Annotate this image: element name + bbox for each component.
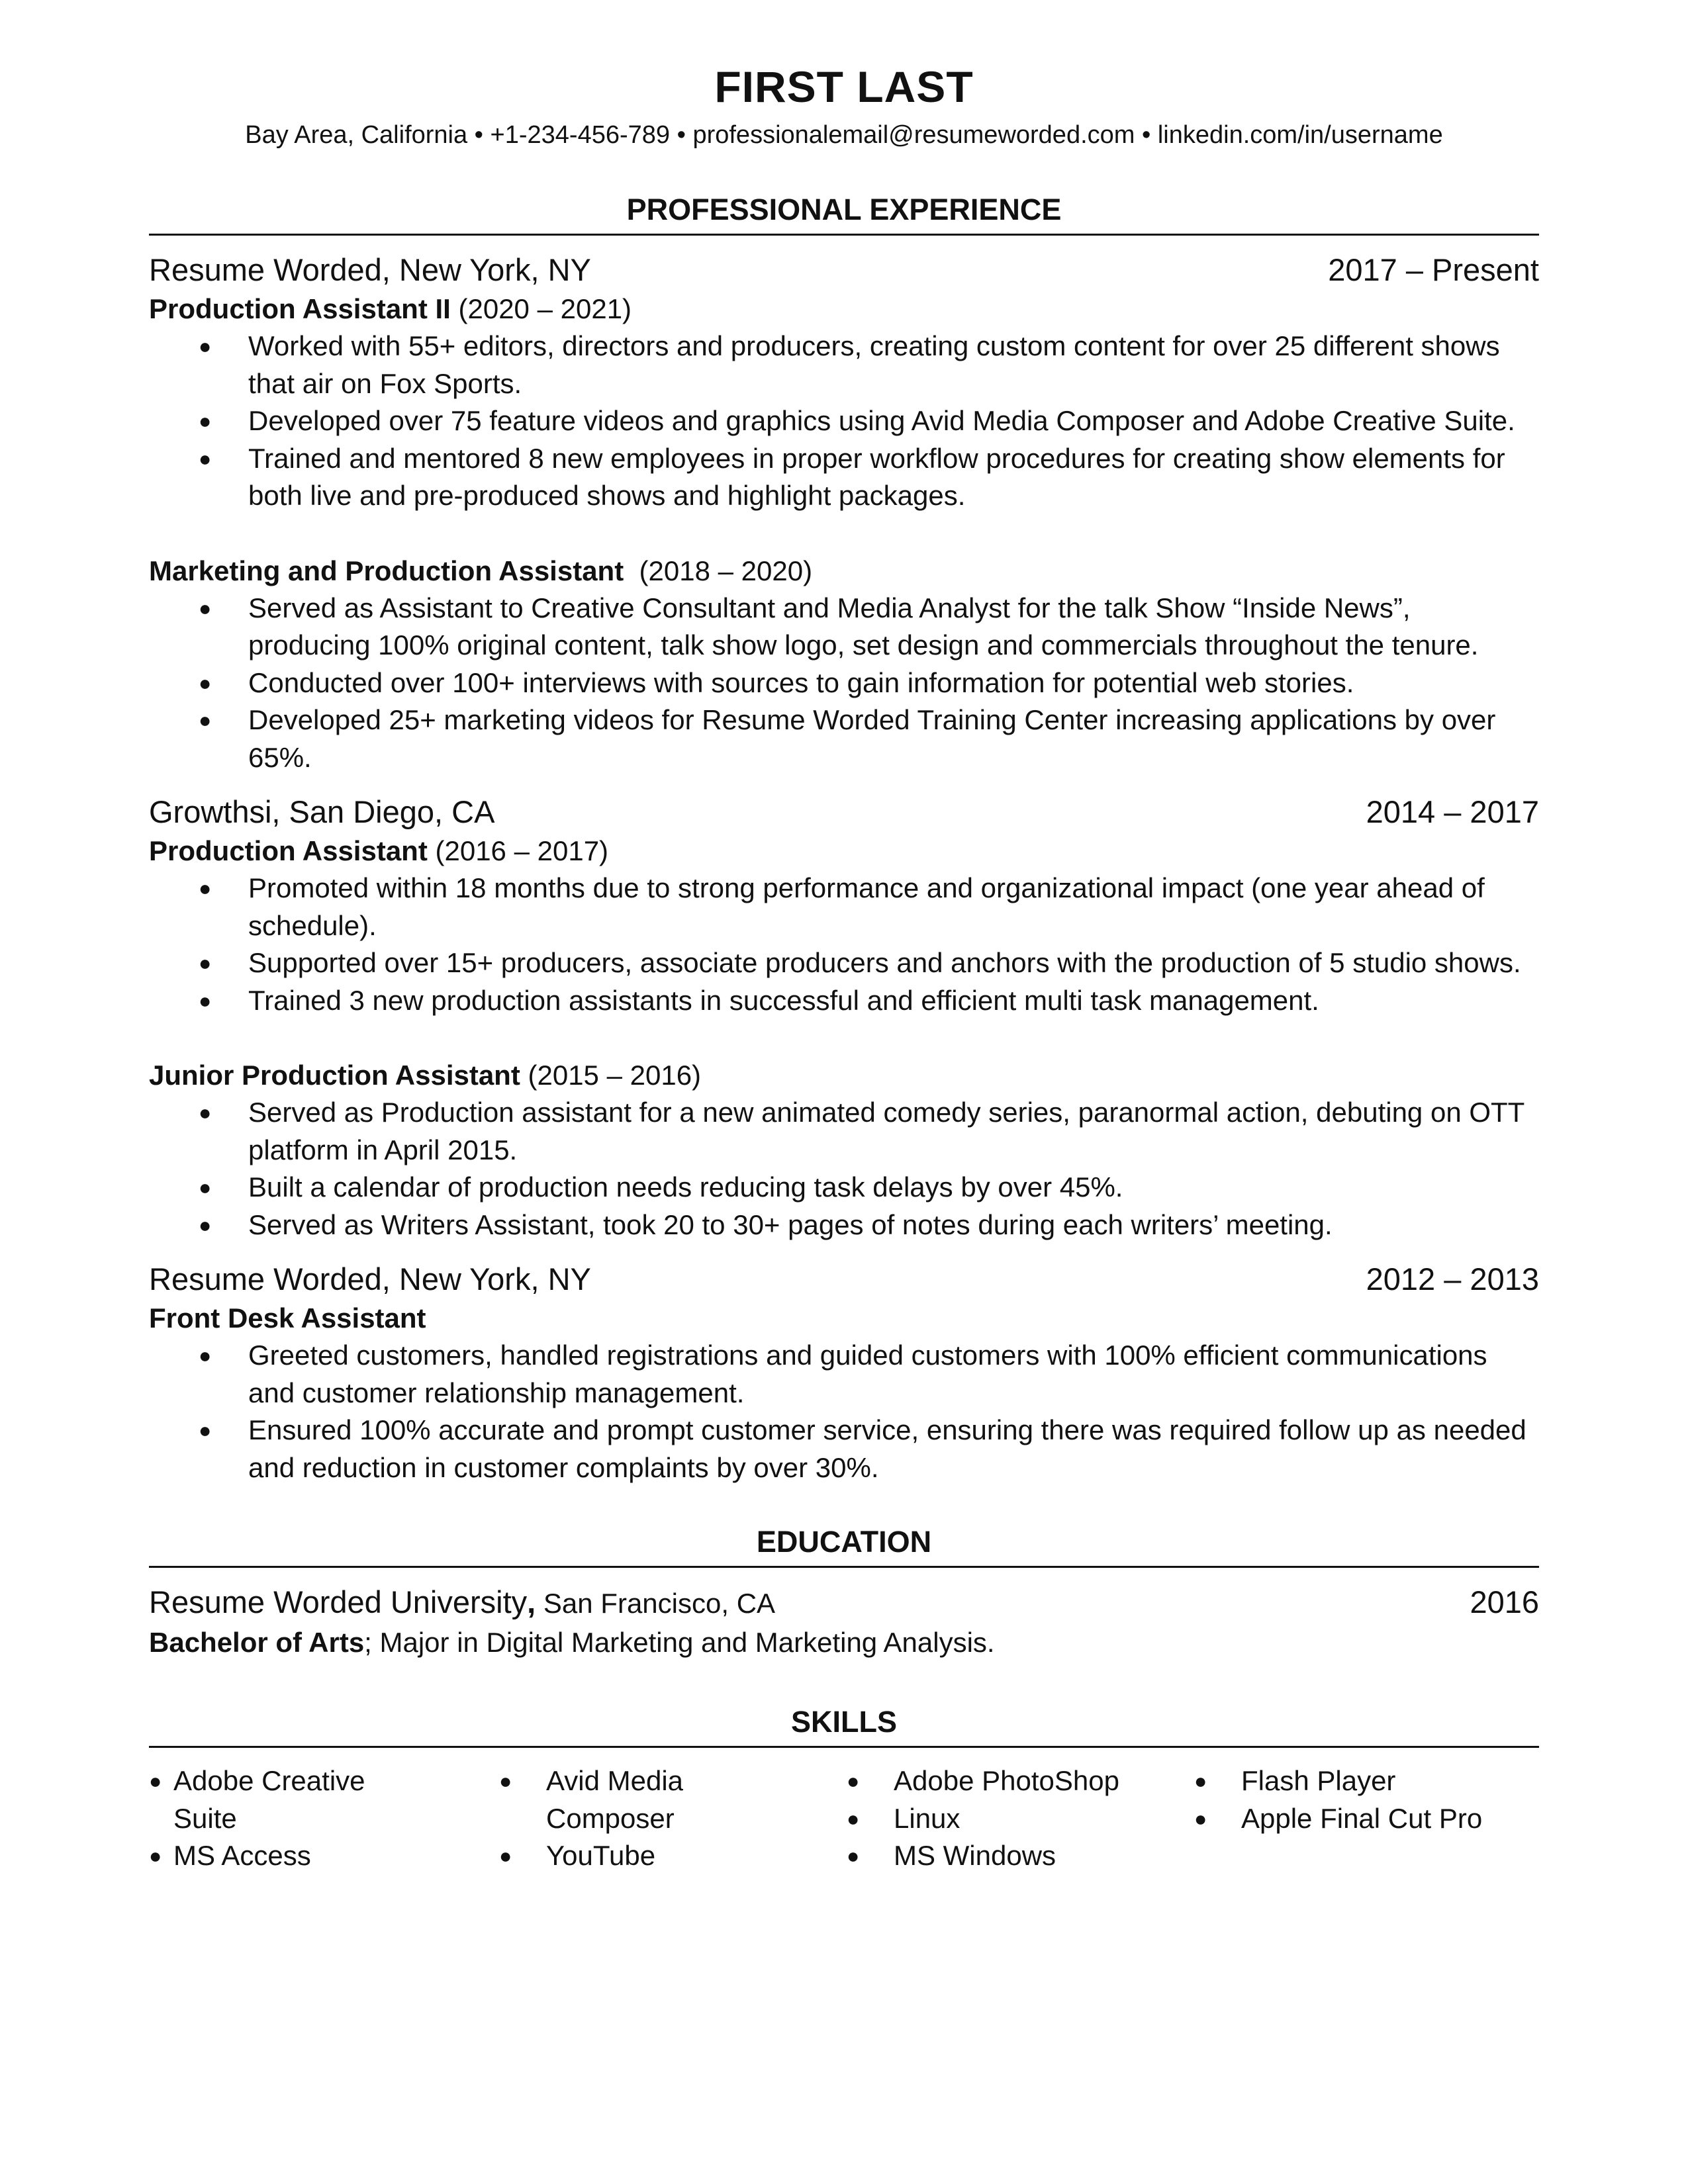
role-period: (2018 – 2020) (624, 555, 813, 586)
skill-item: ● Linux (844, 1800, 1192, 1838)
school-line (149, 1582, 775, 1623)
role-line (149, 552, 1539, 590)
bullet-item: ● Served as Assistant to Creative Consultant and Media Analyst for the talk Show “Inside News”, producing 100% original content, talk show logo, set design and commercials throughout the tenure. (149, 590, 1539, 664)
bullet-item: ● Developed 25+ marketing videos for Resume Worded Training Center increasing applications by over 65%. (149, 702, 1539, 776)
skills-column (496, 1762, 844, 1875)
bullet-item: ● Built a calendar of production needs reducing task delays by over 45%. (149, 1169, 1539, 1206)
bullet-item: ● Served as Writers Assistant, took 20 to 30+ pages of notes during each writers’ meeting. (149, 1206, 1539, 1244)
graduation-year: 2016 (1470, 1584, 1539, 1619)
skills-column (149, 1762, 496, 1875)
candidate-name: FIRST LAST (714, 62, 974, 111)
bullet-item: ● Promoted within 18 months due to strong performance and organizational impact (one year ahead of schedule). (149, 870, 1539, 944)
skill-item: ● YouTube (496, 1837, 844, 1875)
bullet-item: ● Trained 3 new production assistants in successful and efficient multi task management. (149, 982, 1539, 1020)
skills-column (844, 1762, 1192, 1875)
job-header (149, 792, 1539, 832)
bullet-list (149, 1337, 1539, 1486)
school-separator: , (527, 1584, 536, 1619)
degree-major: ; Major in Digital Marketing and Marketing Analysis. (364, 1627, 995, 1658)
job-entry (149, 792, 1539, 1244)
skills-column (1192, 1762, 1539, 1875)
company-name: Growthsi, San Diego, CA (149, 794, 495, 829)
role-line (149, 290, 1539, 328)
skill-item: ● MS Windows (844, 1837, 1192, 1875)
school-name: Resume Worded University (149, 1584, 528, 1619)
bullet-list (149, 590, 1539, 777)
company-name: Resume Worded, New York, NY (149, 1261, 591, 1297)
resume-content (149, 182, 1539, 1875)
job-dates: 2014 – 2017 (1366, 794, 1539, 829)
role-period: (2015 – 2016) (520, 1060, 702, 1091)
role-line (149, 1056, 1539, 1094)
job-header (149, 250, 1539, 290)
bullet-item: ● Supported over 15+ producers, associate producers and anchors with the production of 5 studio shows. (149, 944, 1539, 982)
bullet-item: ● Developed over 75 feature videos and graphics using Avid Media Composer and Adobe Creative Suite. (149, 402, 1539, 440)
role-title: Junior Production Assistant (149, 1060, 520, 1091)
bullet-item: ● Conducted over 100+ interviews with sources to gain information for potential web stories. (149, 664, 1539, 702)
school-location: San Francisco, CA (536, 1588, 776, 1619)
bullet-list (149, 328, 1539, 515)
role-title: Production Assistant (149, 835, 428, 866)
experience-heading: PROFESSIONAL EXPERIENCE (149, 182, 1539, 236)
skill-item: ● MS Access (149, 1837, 496, 1875)
contact-line: Bay Area, California • +1-234-456-789 • professionalemail@resumeworded.com • linkedin.com/in/username (245, 121, 1443, 149)
job-dates: 2017 – Present (1328, 252, 1539, 287)
bullet-item: ● Worked with 55+ editors, directors and producers, creating custom content for over 25 different shows that air on Fox Sports. (149, 328, 1539, 402)
bullet-list (149, 1094, 1539, 1244)
bullet-item: ● Greeted customers, handled registrations and guided customers with 100% efficient communications and customer relationship management. (149, 1337, 1539, 1412)
education-entry (149, 1582, 1539, 1623)
skills-heading: SKILLS (149, 1696, 1539, 1748)
skill-item: ● Flash Player (1192, 1762, 1539, 1800)
job-entry (149, 250, 1539, 776)
company-name: Resume Worded, New York, NY (149, 252, 591, 287)
bullet-item: ● Served as Production assistant for a new animated comedy series, paranormal action, debuting on OTT platform in April 2015. (149, 1094, 1539, 1169)
education-heading: EDUCATION (149, 1516, 1539, 1568)
job-header (149, 1259, 1539, 1299)
bullet-item: ● Ensured 100% accurate and prompt customer service, ensuring there was required follow up as needed and reduction in customer complaints by over 30%. (149, 1412, 1539, 1486)
skill-item: ● Adobe Creative Suite (149, 1762, 425, 1837)
skill-item: ● Apple Final Cut Pro (1192, 1800, 1539, 1838)
bullet-list (149, 870, 1539, 1019)
role-title: Marketing and Production Assistant (149, 555, 624, 586)
skills-grid (149, 1762, 1539, 1875)
role-period: (2020 – 2021) (450, 293, 632, 324)
degree-name: Bachelor of Arts (149, 1627, 365, 1658)
degree-line (149, 1623, 1539, 1661)
role-title: Production Assistant II (149, 293, 451, 324)
role-line (149, 1299, 1539, 1337)
role-period: (2016 – 2017) (427, 835, 609, 866)
bullet-item: ● Trained and mentored 8 new employees in proper workflow procedures for creating show elements for both live and pre-produced shows and highlight packages. (149, 440, 1539, 515)
role-title: Front Desk Assistant (149, 1302, 426, 1334)
skill-item: ● Avid Media Composer (496, 1762, 731, 1837)
job-entry (149, 1259, 1539, 1486)
skill-item: ● Adobe PhotoShop (844, 1762, 1192, 1800)
role-line (149, 832, 1539, 870)
job-dates: 2012 – 2013 (1366, 1261, 1539, 1297)
